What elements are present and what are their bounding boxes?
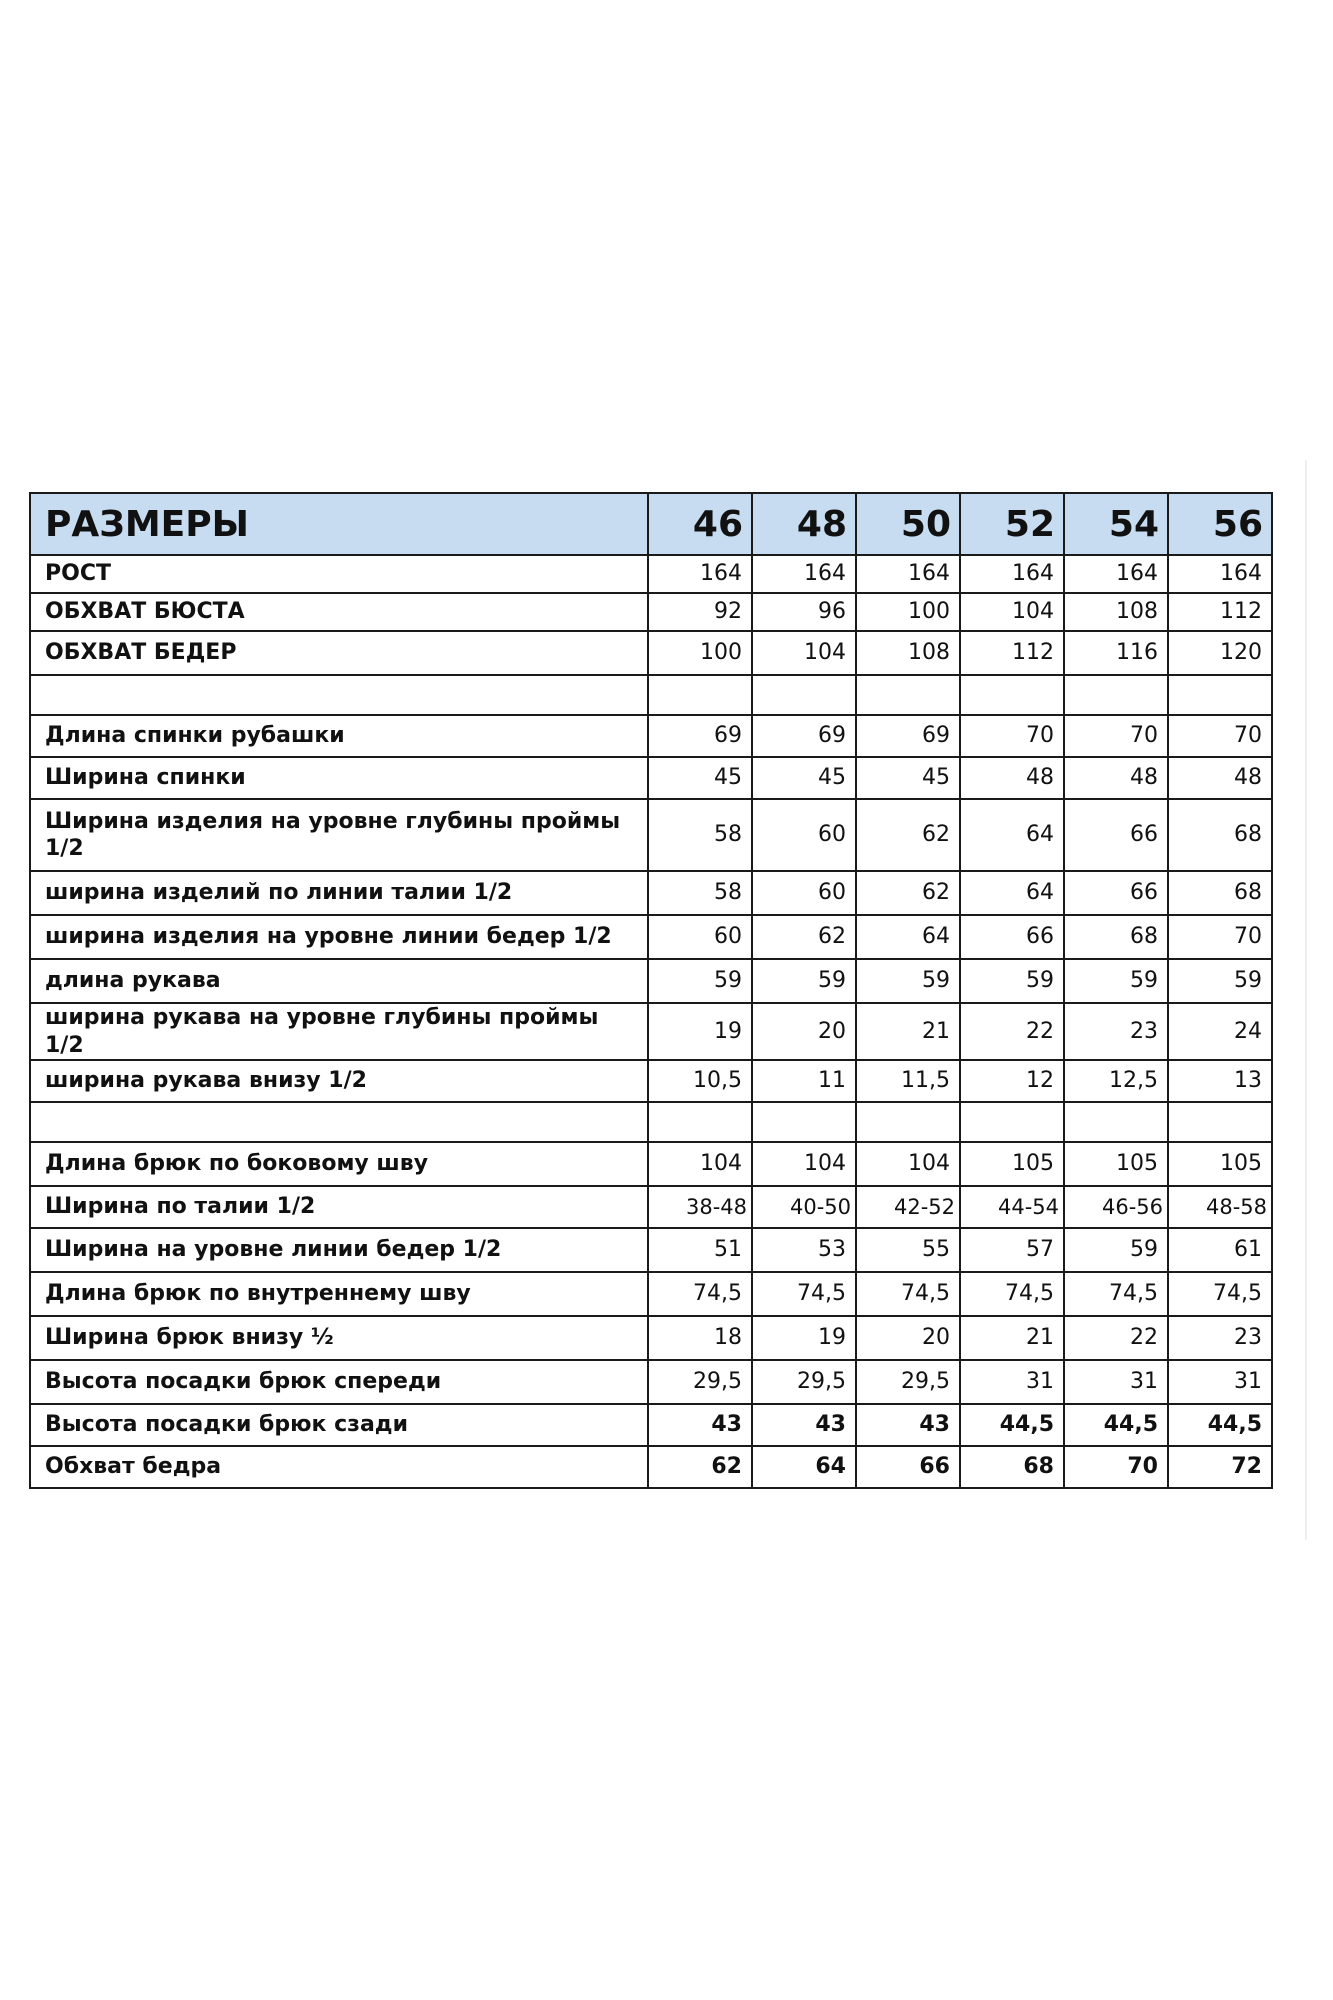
table-row-spacer: [30, 675, 1272, 715]
cell-value: 62: [856, 799, 960, 871]
row-label: [30, 675, 648, 715]
cell-value: 51: [648, 1228, 752, 1272]
row-label: ОБХВАТ БЕДЕР: [30, 631, 648, 675]
cell-value: [1168, 675, 1272, 715]
cell-value: 22: [960, 1003, 1064, 1060]
row-label: ширина рукава на уровне глубины проймы 1/2: [30, 1003, 648, 1060]
row-label: Ширина на уровне линии бедер 1/2: [30, 1228, 648, 1272]
cell-value: 70: [1064, 1446, 1168, 1488]
cell-value: [1168, 1102, 1272, 1142]
cell-value: 31: [960, 1360, 1064, 1404]
cell-value: 45: [648, 757, 752, 799]
table-row: [30, 1060, 1272, 1102]
cell-value: 31: [1168, 1360, 1272, 1404]
cell-value: 18: [648, 1316, 752, 1360]
cell-value: 21: [856, 1003, 960, 1060]
header-size: 52: [960, 493, 1064, 555]
cell-value: 48: [1168, 757, 1272, 799]
cell-value: 46-56: [1064, 1186, 1168, 1228]
cell-value: 59: [960, 959, 1064, 1003]
cell-value: 104: [752, 1142, 856, 1186]
cell-value: 60: [648, 915, 752, 959]
cell-value: 24: [1168, 1003, 1272, 1060]
row-label: Длина спинки рубашки: [30, 715, 648, 757]
cell-value: 104: [960, 593, 1064, 631]
row-label: длина рукава: [30, 959, 648, 1003]
cell-value: 44,5: [1064, 1404, 1168, 1446]
row-label: РОСТ: [30, 555, 648, 593]
cell-value: 59: [1168, 959, 1272, 1003]
cell-value: 45: [856, 757, 960, 799]
cell-value: [648, 1102, 752, 1142]
cell-value: [960, 1102, 1064, 1142]
cell-value: 64: [856, 915, 960, 959]
row-label: ширина изделия на уровне линии бедер 1/2: [30, 915, 648, 959]
cell-value: [960, 675, 1064, 715]
cell-value: 19: [648, 1003, 752, 1060]
cell-value: 58: [648, 799, 752, 871]
cell-value: 66: [856, 1446, 960, 1488]
row-label: ширина изделий по линии талии 1/2: [30, 871, 648, 915]
row-label: Длина брюк по боковому шву: [30, 1142, 648, 1186]
row-label: Высота посадки брюк сзади: [30, 1404, 648, 1446]
cell-value: 21: [960, 1316, 1064, 1360]
cell-value: 11,5: [856, 1060, 960, 1102]
row-label: [30, 1102, 648, 1142]
cell-value: 70: [1168, 915, 1272, 959]
cell-value: 59: [1064, 1228, 1168, 1272]
cell-value: 11: [752, 1060, 856, 1102]
cell-value: 105: [1168, 1142, 1272, 1186]
cell-value: 38-48: [648, 1186, 752, 1228]
cell-value: 59: [752, 959, 856, 1003]
cell-value: 40-50: [752, 1186, 856, 1228]
cell-value: 53: [752, 1228, 856, 1272]
table-row: [30, 1272, 1272, 1316]
cell-value: 104: [752, 631, 856, 675]
cell-value: 164: [1168, 555, 1272, 593]
cell-value: 64: [752, 1446, 856, 1488]
cell-value: 62: [856, 871, 960, 915]
cell-value: 45: [752, 757, 856, 799]
row-label: Обхват бедра: [30, 1446, 648, 1488]
cell-value: 72: [1168, 1446, 1272, 1488]
cell-value: 74,5: [1064, 1272, 1168, 1316]
cell-value: 12,5: [1064, 1060, 1168, 1102]
cell-value: 29,5: [752, 1360, 856, 1404]
cell-value: 108: [856, 631, 960, 675]
row-label: Длина брюк по внутреннему шву: [30, 1272, 648, 1316]
row-label: ОБХВАТ БЮСТА: [30, 593, 648, 631]
cell-value: 68: [960, 1446, 1064, 1488]
cell-value: 48-58: [1168, 1186, 1272, 1228]
table-row: [30, 959, 1272, 1003]
cell-value: 108: [1064, 593, 1168, 631]
cell-value: 69: [856, 715, 960, 757]
row-label: Высота посадки брюк спереди: [30, 1360, 648, 1404]
header-size: 46: [648, 493, 752, 555]
cell-value: 22: [1064, 1316, 1168, 1360]
cell-value: [856, 675, 960, 715]
cell-value: 43: [752, 1404, 856, 1446]
cell-value: 23: [1064, 1003, 1168, 1060]
cell-value: 116: [1064, 631, 1168, 675]
cell-value: 62: [752, 915, 856, 959]
header-size: 54: [1064, 493, 1168, 555]
cell-value: 43: [856, 1404, 960, 1446]
cell-value: 57: [960, 1228, 1064, 1272]
table-row: [30, 715, 1272, 757]
cell-value: 44-54: [960, 1186, 1064, 1228]
cell-value: 13: [1168, 1060, 1272, 1102]
cell-value: 70: [1064, 715, 1168, 757]
cell-value: 64: [960, 871, 1064, 915]
table-row: [30, 1186, 1272, 1228]
cell-value: [648, 675, 752, 715]
cell-value: 74,5: [856, 1272, 960, 1316]
cell-value: 68: [1168, 871, 1272, 915]
cell-value: 31: [1064, 1360, 1168, 1404]
row-label: Ширина изделия на уровне глубины проймы 1/2: [30, 799, 648, 871]
cell-value: 64: [960, 799, 1064, 871]
cell-value: 69: [752, 715, 856, 757]
cell-value: 59: [856, 959, 960, 1003]
cell-value: 74,5: [648, 1272, 752, 1316]
cell-value: 92: [648, 593, 752, 631]
row-label: ширина рукава внизу 1/2: [30, 1060, 648, 1102]
cell-value: 62: [648, 1446, 752, 1488]
cell-value: 164: [648, 555, 752, 593]
cell-value: 112: [960, 631, 1064, 675]
table-row: [30, 1446, 1272, 1488]
cell-value: 48: [960, 757, 1064, 799]
header-size: 56: [1168, 493, 1272, 555]
cell-value: 55: [856, 1228, 960, 1272]
cell-value: 120: [1168, 631, 1272, 675]
cell-value: 100: [856, 593, 960, 631]
cell-value: 20: [752, 1003, 856, 1060]
cell-value: [1064, 675, 1168, 715]
table-row: [30, 915, 1272, 959]
table-row: [30, 799, 1272, 871]
cell-value: 66: [1064, 799, 1168, 871]
cell-value: 60: [752, 799, 856, 871]
table-row: [30, 1228, 1272, 1272]
cell-value: 59: [648, 959, 752, 1003]
cell-value: 112: [1168, 593, 1272, 631]
table-row-spacer: [30, 1102, 1272, 1142]
row-label: Ширина брюк внизу ½: [30, 1316, 648, 1360]
cell-value: 96: [752, 593, 856, 631]
table-row: [30, 593, 1272, 631]
cell-value: 164: [856, 555, 960, 593]
cell-value: [752, 1102, 856, 1142]
table-row: [30, 1003, 1272, 1060]
cell-value: 12: [960, 1060, 1064, 1102]
row-label: Ширина по талии 1/2: [30, 1186, 648, 1228]
table-row: [30, 871, 1272, 915]
cell-value: 70: [1168, 715, 1272, 757]
table-row: [30, 631, 1272, 675]
cell-value: 69: [648, 715, 752, 757]
cell-value: 48: [1064, 757, 1168, 799]
cell-value: 58: [648, 871, 752, 915]
cell-value: 43: [648, 1404, 752, 1446]
header-label-sizes: РАЗМЕРЫ: [30, 493, 648, 555]
header-size: 50: [856, 493, 960, 555]
table-row: [30, 757, 1272, 799]
size-chart-table: [29, 492, 1273, 1489]
cell-value: 29,5: [856, 1360, 960, 1404]
cell-value: 68: [1064, 915, 1168, 959]
table-header-row: [30, 493, 1272, 555]
header-size: 48: [752, 493, 856, 555]
cell-value: 19: [752, 1316, 856, 1360]
table-row: [30, 1360, 1272, 1404]
table-row: [30, 1142, 1272, 1186]
table-row: [30, 1316, 1272, 1360]
cell-value: 66: [1064, 871, 1168, 915]
row-label: Ширина спинки: [30, 757, 648, 799]
cell-value: 104: [856, 1142, 960, 1186]
cell-value: 44,5: [960, 1404, 1064, 1446]
cell-value: 10,5: [648, 1060, 752, 1102]
cell-value: 74,5: [1168, 1272, 1272, 1316]
cell-value: 74,5: [960, 1272, 1064, 1316]
cell-value: 61: [1168, 1228, 1272, 1272]
cell-value: 164: [752, 555, 856, 593]
cell-value: 68: [1168, 799, 1272, 871]
cell-value: 164: [1064, 555, 1168, 593]
cell-value: 164: [960, 555, 1064, 593]
cell-value: 100: [648, 631, 752, 675]
table-row: [30, 1404, 1272, 1446]
cell-value: 20: [856, 1316, 960, 1360]
cell-value: 60: [752, 871, 856, 915]
cell-value: 66: [960, 915, 1064, 959]
cell-value: 44,5: [1168, 1404, 1272, 1446]
cell-value: 74,5: [752, 1272, 856, 1316]
table-row: [30, 555, 1272, 593]
cell-value: [1064, 1102, 1168, 1142]
cell-value: 59: [1064, 959, 1168, 1003]
cell-value: [856, 1102, 960, 1142]
cell-value: 70: [960, 715, 1064, 757]
page-edge-line: [1305, 460, 1307, 1540]
cell-value: 23: [1168, 1316, 1272, 1360]
cell-value: 105: [960, 1142, 1064, 1186]
cell-value: 29,5: [648, 1360, 752, 1404]
cell-value: 42-52: [856, 1186, 960, 1228]
cell-value: [752, 675, 856, 715]
cell-value: 105: [1064, 1142, 1168, 1186]
cell-value: 104: [648, 1142, 752, 1186]
